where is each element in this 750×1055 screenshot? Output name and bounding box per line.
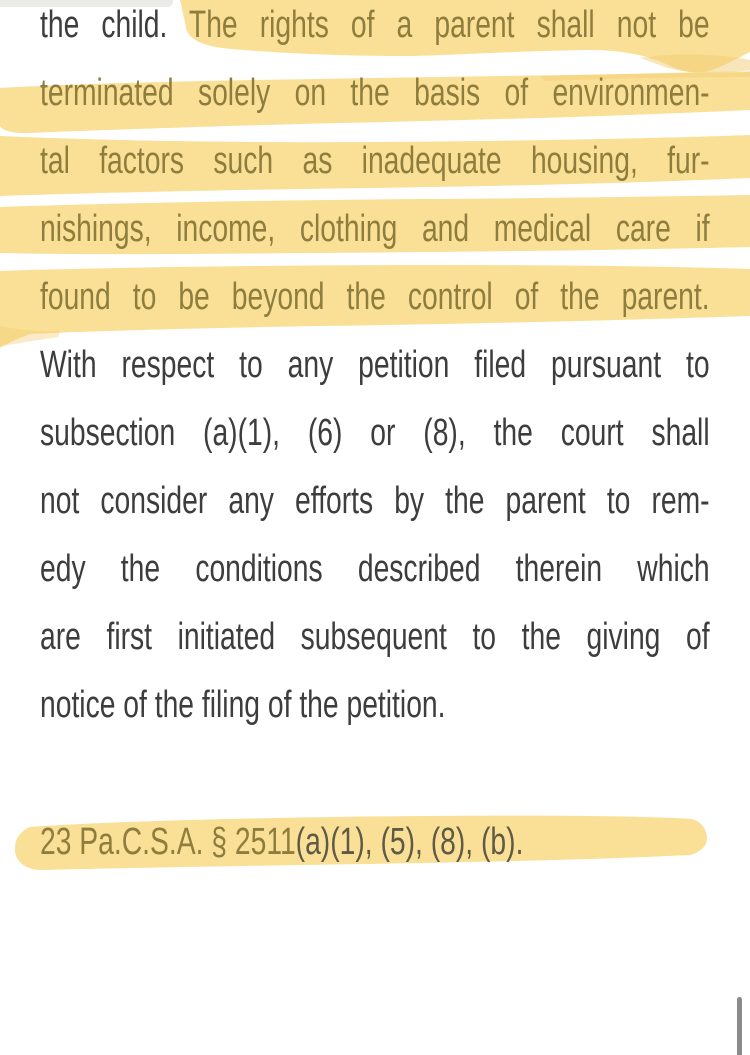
highlighted-text-segment: 23 Pa.C.S.A. § 2511 (40, 821, 296, 863)
text-segment: (a)(1), (5), (8), (b). (295, 821, 524, 863)
text-segment: subsection (a)(1), (6) or (8), the court shall (40, 412, 710, 454)
text-line-9 (40, 535, 710, 603)
text-line-10 (40, 603, 710, 671)
highlighted-text-segment: tal factors such as inadequate housing, fur- (40, 140, 710, 182)
highlighted-text-segment: found to be beyond the control of the parent. (40, 276, 710, 318)
text-segment: notice of the filing of the petition. (40, 684, 446, 726)
text-line-2 (40, 59, 710, 127)
text-segment: With respect to any petition filed pursuant to (40, 344, 710, 386)
text-segment: not consider any efforts by the parent to rem- (40, 480, 710, 522)
text-line-8 (40, 467, 710, 535)
text-line-5 (40, 263, 710, 331)
text-segment: the child. (40, 4, 189, 46)
highlighted-text-segment: nishings, income, clothing and medical care if (40, 208, 710, 250)
text-line-1 (40, 0, 710, 59)
text-line-11 (40, 671, 710, 739)
text-line-6 (40, 331, 710, 399)
highlighted-text-segment: The rights of a parent shall not be (188, 4, 710, 46)
scrollbar-thumb[interactable] (737, 997, 742, 1055)
text-segment: edy the conditions described therein which (40, 548, 710, 590)
text-line-3 (40, 127, 710, 195)
highlighted-text-segment: terminated solely on the basis of environmen- (40, 72, 710, 114)
citation-line (40, 808, 710, 876)
text-line-citation (40, 808, 710, 876)
paragraph-text (40, 0, 710, 739)
text-line-4 (40, 195, 710, 263)
text-line-7 (40, 399, 710, 467)
text-segment: are first initiated subsequent to the giving of (40, 616, 710, 658)
